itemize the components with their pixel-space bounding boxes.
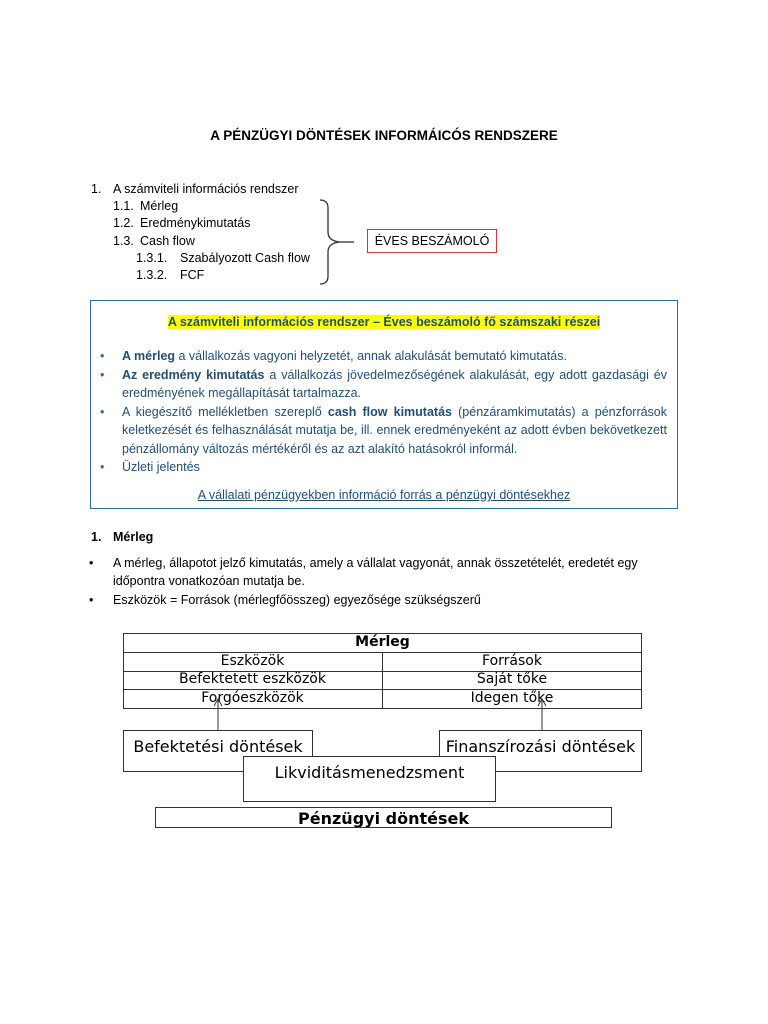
- info-box-link[interactable]: A vállalati pénzügyekben információ forrás a pénzügyi döntésekhez: [197, 488, 571, 502]
- outline-number: 1.2.: [113, 216, 134, 230]
- outline-number: 1.: [91, 182, 102, 196]
- list-item: [122, 366, 667, 403]
- table-cell: Források: [482, 653, 542, 669]
- outline-item: [113, 234, 195, 248]
- item-text: a vállalkozás vagyoni helyzetét, annak alakulását bemutató kimutatás.: [175, 349, 567, 363]
- table-title: Mérleg: [355, 634, 410, 650]
- list-item: [122, 347, 667, 366]
- outline-text: Mérleg: [140, 199, 179, 213]
- outline-item: [136, 268, 204, 282]
- outline-text: FCF: [180, 268, 205, 282]
- outline-text: Cash flow: [140, 234, 195, 248]
- item-text: Üzleti jelentés: [122, 460, 200, 474]
- outline-text: A számviteli információs rendszer: [113, 182, 299, 196]
- info-box: [90, 300, 678, 509]
- list-item: • A mérleg, állapotot jelző kimutatás, amely a vállalat vagyonát, annak összetételét, eredetét egy időpontra vonatkozóan mutatja be.: [113, 555, 678, 590]
- section-number: 1.: [91, 530, 102, 544]
- highlighted-heading: A számviteli információs rendszer – Éves beszámoló fő számszaki részei: [167, 315, 601, 329]
- outline-text: Eredménykimutatás: [140, 216, 251, 230]
- outline-item: [113, 216, 250, 230]
- section-title: Mérleg: [113, 530, 154, 544]
- list-item: [122, 458, 667, 477]
- item-text: (pénzáramkimutatás) a pénzforrások keletkezését és felhasználását mutatja be, ill. ennek eredményeként az adott évben bekövetkezett pénzállomány változás mértékéről és az azt alakító hatásokról informál.: [122, 404, 668, 456]
- box-label: Pénzügyi döntések: [298, 809, 469, 828]
- page-title: A PÉNZÜGYI DÖNTÉSEK INFORMÁICÓS RENDSZERE: [210, 128, 558, 143]
- table-cell: Befektetett eszközök: [179, 671, 326, 687]
- table-cell: Eszközök: [220, 653, 285, 669]
- outline-item: [136, 251, 310, 265]
- outline-number: 1.1.: [113, 199, 134, 213]
- financial-decisions-box: [155, 807, 612, 828]
- bold-term: cash flow kimutatás: [327, 404, 452, 419]
- outline-item: [113, 199, 178, 213]
- item-text: A kiegészítő mellékletben szereplő: [122, 404, 328, 419]
- liquidity-management-box: [243, 756, 496, 802]
- box-label: Finanszírozási döntések: [445, 737, 636, 756]
- box-label: Befektetési döntések: [133, 737, 303, 756]
- outline-number: 1.3.2.: [136, 268, 168, 282]
- bold-term: Az eredmény kimutatás: [122, 367, 265, 382]
- section-bullets: [113, 555, 678, 610]
- bold-term: A mérleg: [122, 349, 176, 363]
- outline-item: [91, 182, 298, 196]
- section-heading: [91, 530, 153, 544]
- info-box-list: [122, 347, 667, 477]
- table-cell: Saját tőke: [476, 671, 548, 687]
- outline-number: 1.3.: [113, 234, 134, 248]
- list-item: [122, 403, 667, 459]
- curly-brace-icon: [318, 198, 358, 286]
- annual-report-label: ÉVES BESZÁMOLÓ: [367, 229, 497, 253]
- outline-number: 1.3.1.: [136, 251, 168, 265]
- table-cell: Forgóeszközök: [201, 690, 304, 706]
- info-box-heading: [91, 315, 677, 329]
- outline-text: Szabályozott Cash flow: [180, 251, 310, 265]
- table-cell: Idegen tőke: [470, 690, 554, 706]
- box-label: Likviditásmenedzsment: [274, 763, 465, 782]
- item-text: a vállalkozás jövedelmezőségének alakulását, egy adott gazdasági év eredményének megállapítását tartalmazza.: [122, 367, 667, 400]
- list-item: • Eszközök = Források (mérlegfőösszeg) egyezősége szükségszerű: [113, 592, 678, 610]
